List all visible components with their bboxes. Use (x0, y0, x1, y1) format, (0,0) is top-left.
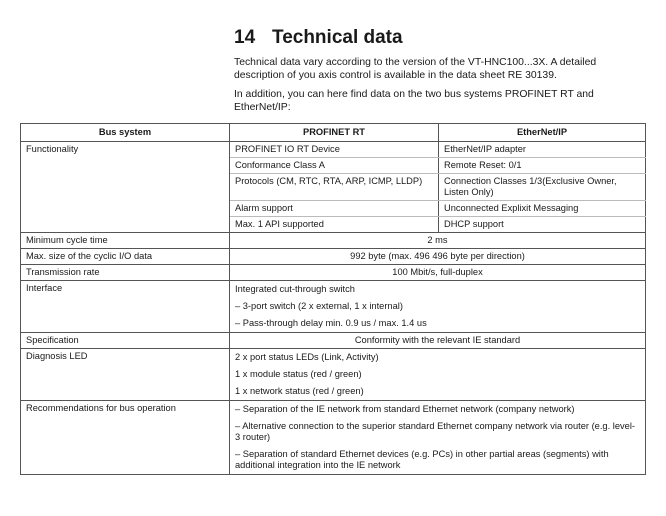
cell-ethernet-ip: Remote Reset: 0/1 (439, 158, 646, 174)
intro-paragraph: Technical data vary according to the version of the VT-HNC100...3X. A detailed description of you axis control is available in the data sheet RE 30139. (234, 57, 597, 81)
cell-profinet: PROFINET IO RT Device (230, 142, 439, 158)
cell-specification: Conformity with the relevant IE standard (230, 333, 646, 349)
table-row (21, 281, 646, 299)
row-label-transmission: Transmission rate (21, 265, 230, 281)
section-number: 14 (234, 27, 256, 48)
table-row (21, 233, 646, 249)
row-label-max-size: Max. size of the cyclic I/O data (21, 249, 230, 265)
row-label-functionality: Functionality (21, 142, 230, 233)
cell-ethernet-ip: DHCP support (439, 217, 646, 233)
section-title: Technical data (272, 27, 403, 48)
table-row (21, 401, 646, 419)
cell-recommendation: – Alternative connection to the superior standard Ethernet company network via router (e.g. level-3 router) (230, 418, 646, 446)
cell-transmission: 100 Mbit/s, full-duplex (230, 265, 646, 281)
table-row (21, 349, 646, 367)
page-title (234, 27, 403, 49)
row-label-min-cycle: Minimum cycle time (21, 233, 230, 249)
table-row (21, 249, 646, 265)
cell-diagnosis: 1 x network status (red / green) (230, 383, 646, 401)
cell-interface: – 3-port switch (2 x external, 1 x internal) (230, 298, 646, 315)
cell-min-cycle: 2 ms (230, 233, 646, 249)
cell-recommendation: – Separation of standard Ethernet devices (e.g. PCs) in other partial areas (segments) with additional integration into the IE network (230, 446, 646, 475)
header-ethernet-ip: EtherNet/IP (439, 124, 646, 142)
cell-profinet: Conformance Class A (230, 158, 439, 174)
cell-profinet: Alarm support (230, 201, 439, 217)
cell-recommendation: – Separation of the IE network from standard Ethernet network (company network) (230, 401, 646, 419)
table-row (21, 142, 646, 158)
technical-data-table (20, 123, 646, 475)
intro-paragraph: In addition, you can here find data on the two bus systems PROFINET RT and EtherNet/IP: (234, 89, 594, 113)
cell-interface: Integrated cut-through switch (230, 281, 646, 299)
cell-max-size: 992 byte (max. 496 496 byte per direction) (230, 249, 646, 265)
cell-ethernet-ip: Connection Classes 1/3(Exclusive Owner, Listen Only) (439, 174, 646, 201)
header-bus-system: Bus system (21, 124, 230, 142)
header-profinet: PROFINET RT (230, 124, 439, 142)
row-label-interface: Interface (21, 281, 230, 333)
row-label-specification: Specification (21, 333, 230, 349)
cell-interface: – Pass-through delay min. 0.9 us / max. 1.4 us (230, 315, 646, 333)
cell-diagnosis: 1 x module status (red / green) (230, 366, 646, 383)
cell-profinet: Max. 1 API supported (230, 217, 439, 233)
row-label-diagnosis: Diagnosis LED (21, 349, 230, 401)
table-row (21, 265, 646, 281)
row-label-recommendations: Recommendations for bus operation (21, 401, 230, 475)
cell-diagnosis: 2 x port status LEDs (Link, Activity) (230, 349, 646, 367)
cell-ethernet-ip: Unconnected Explixit Messaging (439, 201, 646, 217)
cell-ethernet-ip: EtherNet/IP adapter (439, 142, 646, 158)
table-row (21, 333, 646, 349)
table-header-row (21, 124, 646, 142)
cell-profinet: Protocols (CM, RTC, RTA, ARP, ICMP, LLDP) (230, 174, 439, 201)
